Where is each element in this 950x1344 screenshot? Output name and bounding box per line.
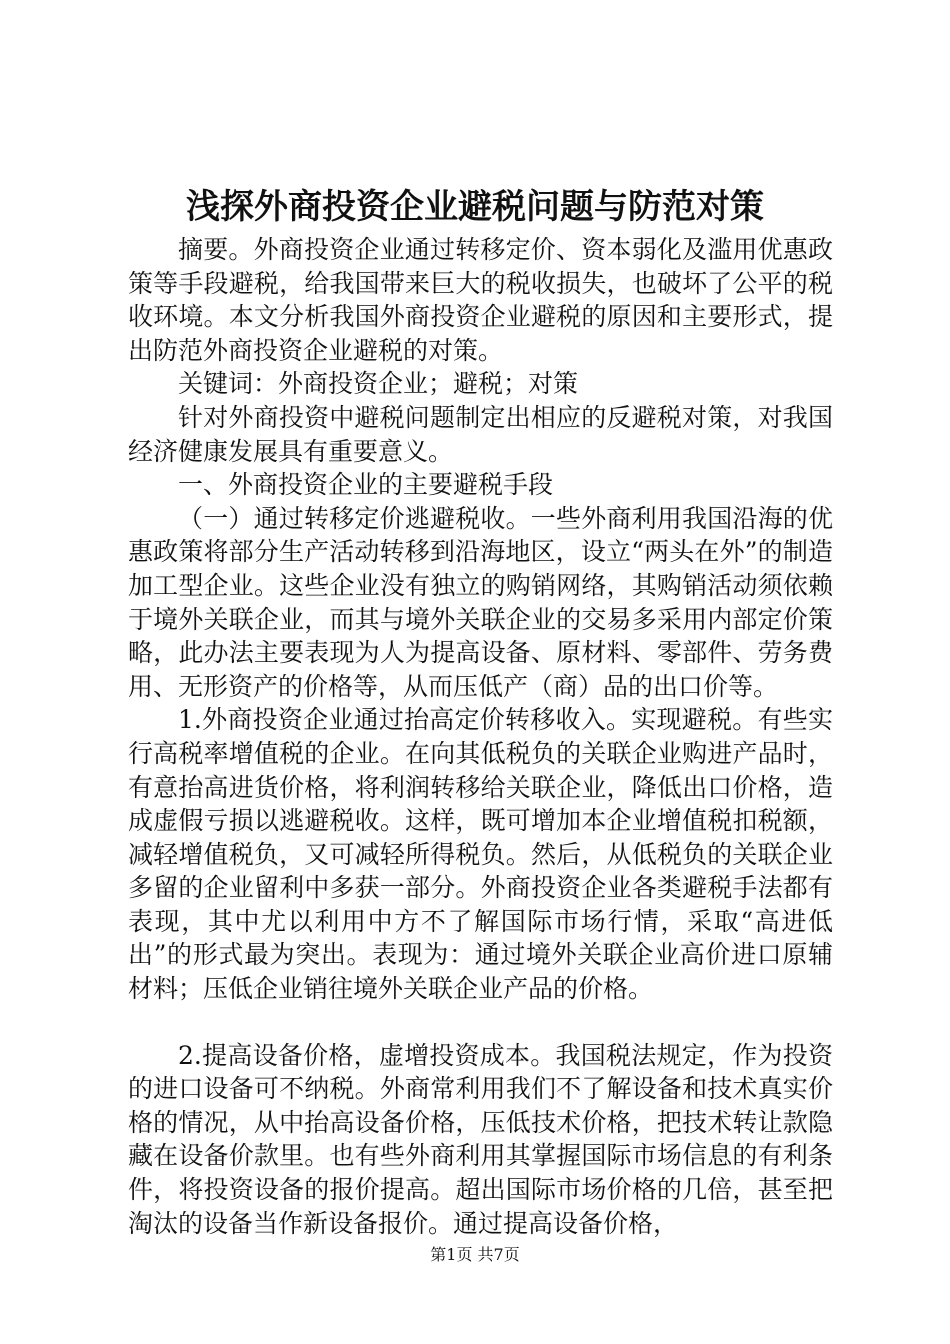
paragraph-item-1: 1.外商投资企业通过抬高定价转移收入。实现避税。有些实行高税率增值税的企业。在向其低税负的关联企业购进产品时，有意抬高进货价格，将利润转移给关联企业，降低出口价格，造成虚假亏损以逃避税收。这样，既可增加本企业增值税扣税额，减轻增值税负，又可减轻所得税负。然后，从低税负的关联企业多留的企业留利中多获一部分。外商投资企业各类避税手法都有表现，其中尤以利用中方不了解国际市场行情，采取“高进低出”的形式最为突出。表现为：通过境外关联企业高价进口原辅材料；压低企业销往境外关联企业产品的价格。 xyxy=(128,705,833,1004)
page-number-footer: 第1页 共7页 xyxy=(430,1245,520,1264)
paragraph-abstract: 摘要。外商投资企业通过转移定价、资本弱化及滥用优惠政策等手段避税，给我国带来巨大的税收损失，也破坏了公平的税收环境。本文分析我国外商投资企业避税的原因和主要形式，提出防范外商投资企业避税的对策。 xyxy=(128,235,833,365)
document-body xyxy=(128,233,833,1240)
paragraph-transfer-pricing: （一）通过转移定价逃避税收。一些外商利用我国沿海的优惠政策将部分生产活动转移到沿海地区，设立“两头在外”的制造加工型企业。这些企业没有独立的购销网络，其购销活动须依赖于境外关联企业，而其与境外关联企业的交易多采用内部定价策略，此办法主要表现为人为提高设备、原材料、零部件、劳务费用、无形资产的价格等，从而压低产（商）品的出口价等。 xyxy=(128,503,833,701)
paragraph-item-2: 2.提高设备价格，虚增投资成本。我国税法规定，作为投资的进口设备可不纳税。外商常利用我们不了解设备和技术真实价格的情况，从中抬高设备价格，压低技术价格，把技术转让款隐藏在设备价款里。也有些外商利用其掌握国际市场信息的有利条件，将投资设备的报价提高。超出国际市场价格的几倍，甚至把淘汰的设备当作新设备报价。通过提高设备价格， xyxy=(128,1040,833,1238)
paragraph-intro: 针对外商投资中避税问题制定出相应的反避税对策，对我国经济健康发展具有重要意义。 xyxy=(128,402,833,466)
paragraph-keywords: 关键词：外商投资企业；避税；对策 xyxy=(178,369,579,399)
section-heading-1: 一、外商投资企业的主要避税手段 xyxy=(178,470,554,500)
document-title: 浅探外商投资企业避税问题与防范对策 xyxy=(186,187,764,227)
